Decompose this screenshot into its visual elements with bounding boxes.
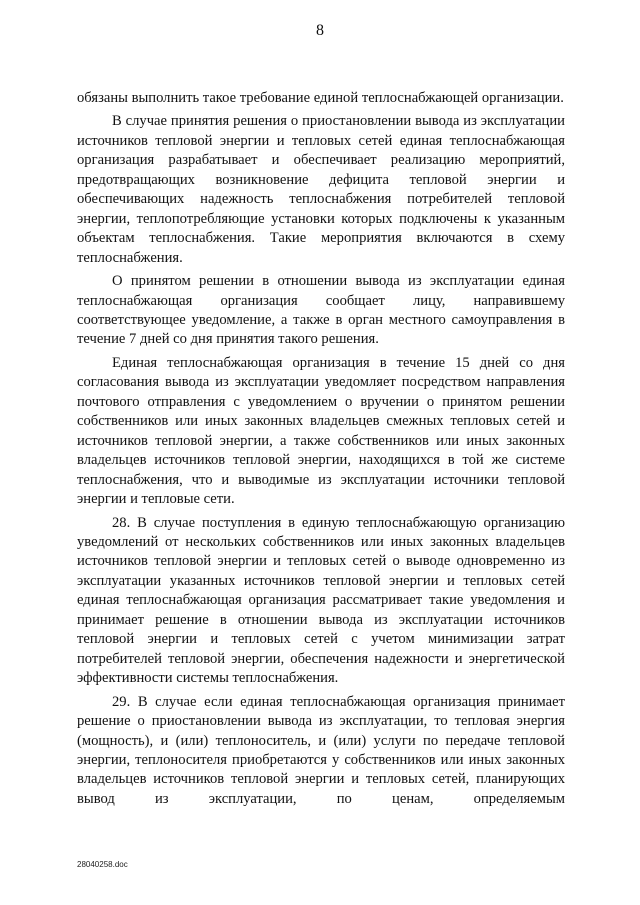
document-body [77, 89, 565, 813]
paragraph-continuation: обязаны выполнить такое требование единой теплоснабжающей организации. [77, 90, 564, 106]
paragraph-item-29: 29. В случае если единая теплоснабжающая организация принимает решение о приостановлении вывода из эксплуатации, то тепловая энергия (мощность), и (или) теплоноситель, и (или) услуги по передаче тепловой энергии, теплоносителя приобретаются у собственников или иных законных владельцев источников тепловой энергии и тепловых сетей, планирующих вывод из эксплуатации, по ценам, определяемым [77, 693, 565, 807]
paragraph-owner-notification: Единая теплоснабжающая организация в течение 15 дней со дня согласования вывода из эксплуатации уведомляет посредством направления почтового отправления с уведомлением о вручении о принятом решении собственников или иных законных владельцев смежных тепловых сетей и источников тепловой энергии, а также собственников или иных законных владельцев источников тепловой энергии, находящихся в той же системе теплоснабжения, что и выводимые из эксплуатации источники тепловой энергии и тепловые сети. [77, 354, 565, 508]
paragraph-item-28: 28. В случае поступления в единую теплоснабжающую организацию уведомлений от нескольких собственников или иных законных владельцев источников тепловой энергии и тепловых сетей о выводе одновременно из эксплуатации указанных источников тепловой энергии и тепловых сетей единая теплоснабжающая организация рассматривает такие уведомления и принимает решение в отношении вывода из эксплуатации источников тепловой энергии и тепловых сетей с учетом минимизации затрат потребителей тепловой энергии, обеспечения надежности и энергетической эффективности системы теплоснабжения. [77, 514, 565, 687]
page-number: 8 [316, 22, 324, 39]
paragraph-decision-notice: О принятом решении в отношении вывода из эксплуатации единая теплоснабжающая организация сообщает лицу, направившему соответствующее уведомление, а также в орган местного самоуправления в течение 7 дней со дня принятия такого решения. [77, 273, 565, 348]
paragraph-suspension-measures: В случае принятия решения о приостановлении вывода из эксплуатации источников тепловой энергии и тепловых сетей единая теплоснабжающая организация разрабатывает и обеспечивает реализацию мероприятий, предотвращающих возникновение дефицита тепловой энергии и обеспечивающих надежность теплоснабжения потребителей тепловой энергии, теплопотребляющие установки которых подключены к указанным объектам теплоснабжения. Такие мероприятия включаются в схему теплоснабжения. [77, 113, 565, 266]
footer-file-name: 28040258.doc [77, 860, 128, 869]
